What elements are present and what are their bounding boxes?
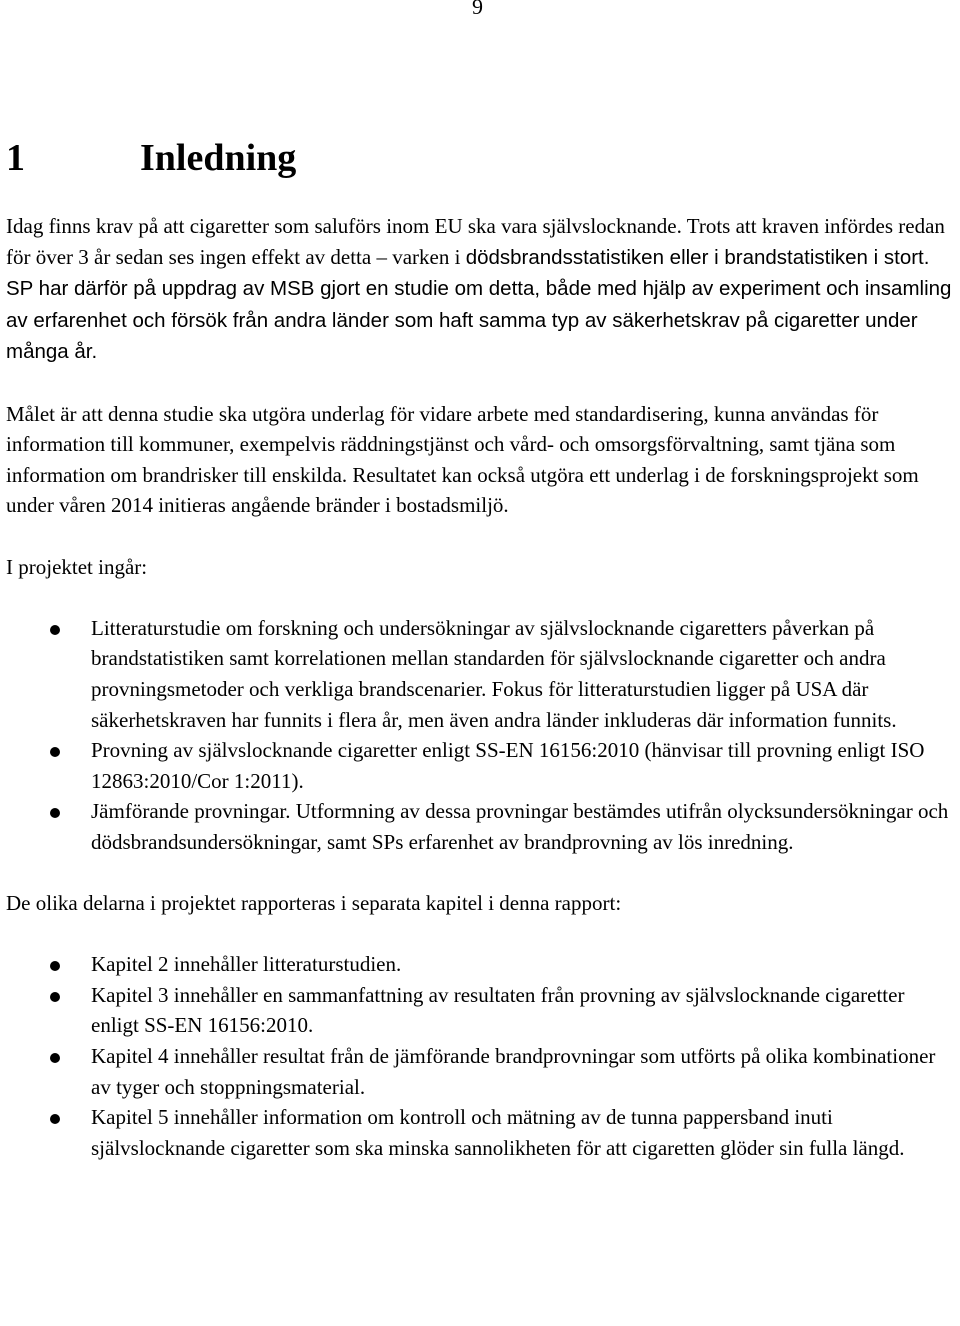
list-item-text: Kapitel 4 innehåller resultat från de jämförande brandprovningar som utförts på olika kombinationer av tyger och stoppningsmaterial.	[91, 1044, 936, 1099]
list-item	[6, 1041, 951, 1102]
bullet-icon	[50, 992, 60, 1002]
intro-paragraph	[6, 211, 956, 368]
intro-text-3: SP har därför på uppdrag av MSB gjort en studie om detta, både med hjälp av experiment och insamling av erfarenhet och	[6, 277, 952, 332]
chapter-items-list	[6, 949, 956, 1163]
list-item	[6, 613, 951, 735]
list-item	[6, 1102, 951, 1163]
list-item-text: Kapitel 5 innehåller information om kontroll och mätning av de tunna pappersband inuti självslocknande cigaretter som ska minska sannolikheten för att cigaretten glöder sin fulla längd.	[91, 1105, 905, 1160]
bullet-icon	[50, 1114, 60, 1124]
bullet-icon	[50, 1053, 60, 1063]
list-item	[6, 796, 951, 857]
goal-paragraph: Målet är att denna studie ska utgöra underlag för vidare arbete med standardisering, kunna användas för information till kommuner, exempelvis räddningstjänst och vård- och omsorgsförvaltning, samt tjäna som information om brandrisker till enskilda. Resultatet kan också utgöra ett underlag i de forskningsprojekt som under våren 2014 initieras angående bränder i bostadsmiljö.	[6, 401, 919, 518]
project-items-list	[6, 613, 956, 858]
project-intro: I projektet ingår:	[6, 554, 148, 579]
list-item-text: Litteraturstudie om forskning och undersökningar av självslocknande cigaretters påverkan på brandstatistiken samt korrelationen mellan standarden för självslocknande cigaretter och andra provningsmetoder och verkliga brandscenarier. Fokus för litteraturstudien ligger på USA där säkerhetskraven har funnits i flera år, men även andra länder inkluderas där information funnits.	[91, 615, 897, 732]
intro-text-2: dödsbrandsstatistiken eller i brandstatistiken i stort.	[465, 245, 930, 269]
chapter-heading	[6, 132, 296, 184]
list-item	[6, 949, 951, 980]
chapters-intro: De olika delarna i projektet rapporteras i separata kapitel i denna rapport:	[6, 891, 622, 916]
bullet-icon	[50, 808, 60, 818]
intro-text-1: Idag finns krav på att cigaretter som saluförs inom EU ska vara självslocknande. Trots att kraven infördes redan för över 3 år sedan ses ingen effekt av detta – varken i	[6, 214, 945, 269]
intro-text-4: försök från andra länder som haft samma typ av säkerhetskrav på cigaretter under många år.	[6, 308, 918, 364]
bullet-icon	[50, 961, 60, 971]
document-body	[6, 211, 956, 1163]
list-item-text: Kapitel 2 innehåller litteraturstudien.	[91, 952, 402, 977]
bullet-icon	[50, 747, 60, 757]
list-item-text: Jämförande provningar. Utformning av dessa provningar bestämdes utifrån olycksundersökningar och dödsbrandsundersökningar, samt SPs erfarenhet av brandprovning av lös inredning.	[91, 799, 949, 854]
chapter-number: 1	[6, 137, 25, 179]
list-item	[6, 735, 951, 796]
list-item-text: Kapitel 3 innehåller en sammanfattning av resultaten från provning av självslocknande cigaretter enligt SS-EN 16156:2010.	[91, 982, 905, 1038]
bullet-icon	[50, 625, 60, 635]
list-item-text: Provning av självslocknande cigaretter enligt SS-EN 16156:2010 (hänvisar till provning enligt ISO 12863:2010/Cor 1:2011).	[91, 738, 925, 793]
list-item	[6, 980, 951, 1041]
chapter-title: Inledning	[140, 137, 297, 179]
page-number: 9	[472, 0, 483, 19]
